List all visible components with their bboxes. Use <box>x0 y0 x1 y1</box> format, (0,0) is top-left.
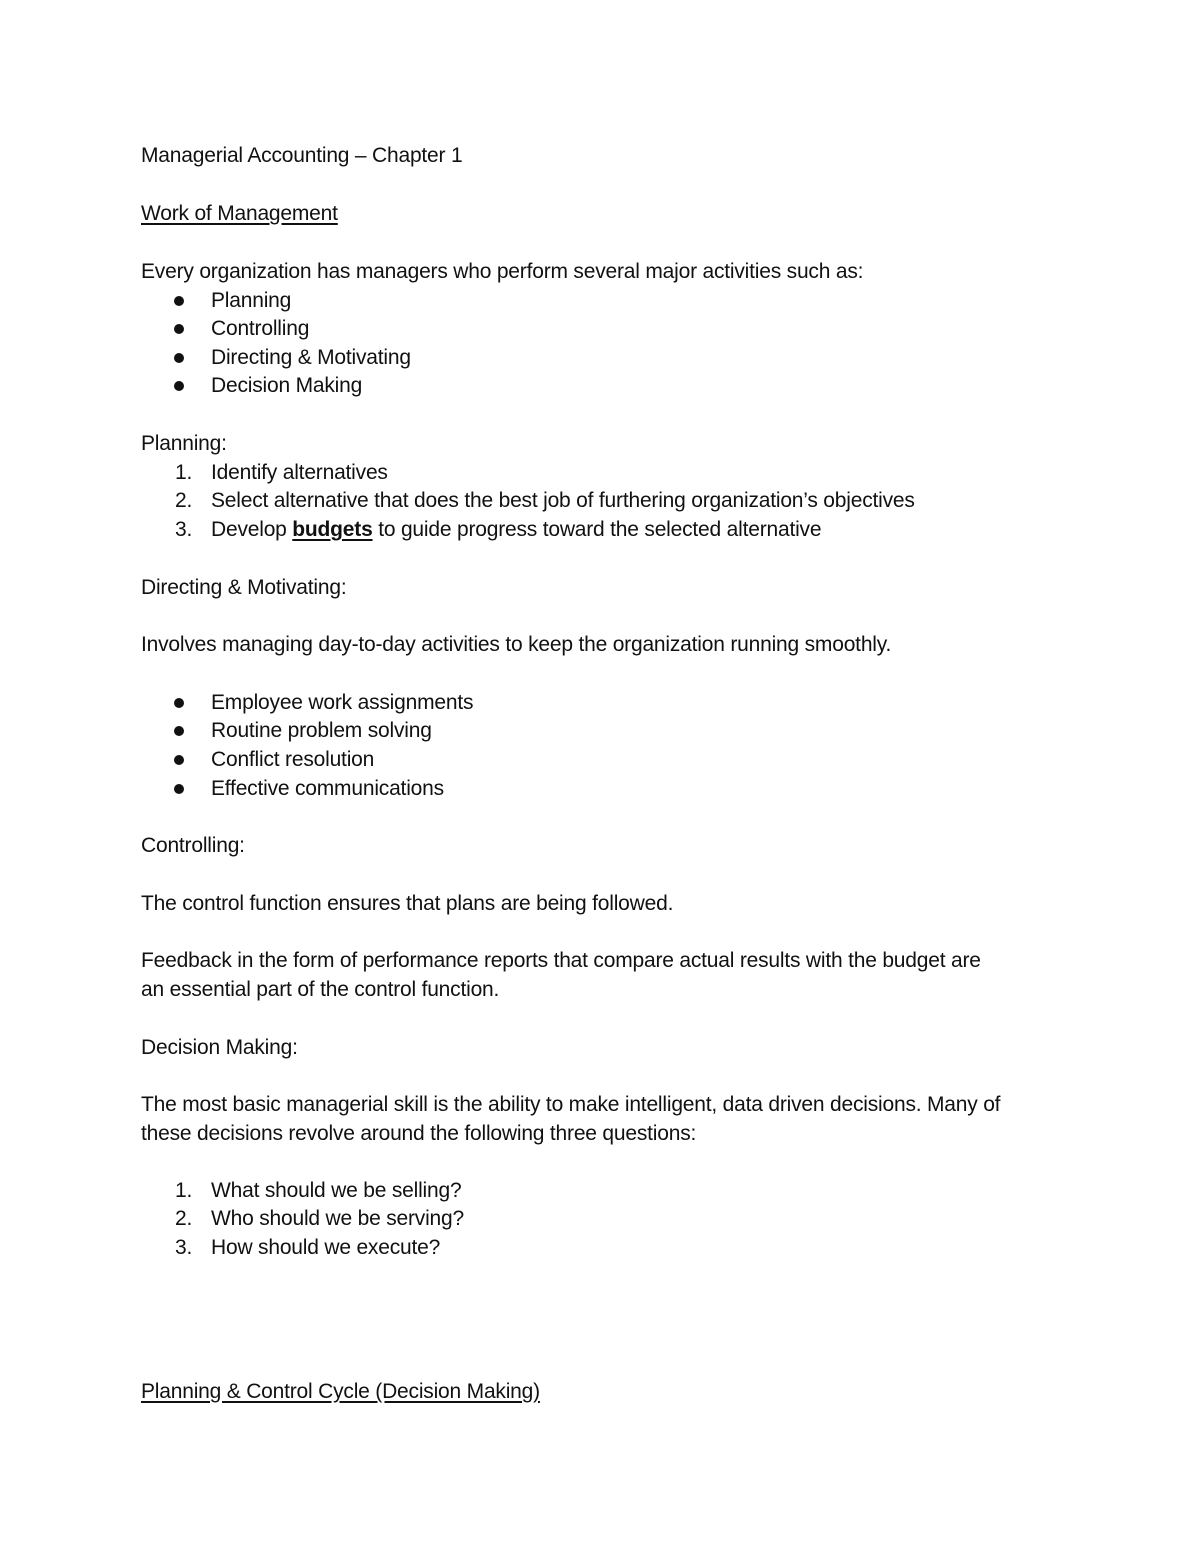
emphasis-budgets: budgets <box>292 518 373 541</box>
directing-description: Involves managing day-to-day activities to keep the organization running smoothly. <box>141 633 892 656</box>
decision-making-paragraph-line-1: The most basic managerial skill is the ability to make intelligent, data driven decisions. Many of <box>141 1093 1001 1116</box>
document-title: Managerial Accounting – Chapter 1 <box>141 144 463 167</box>
bullet-icon <box>174 784 184 794</box>
section-heading-controlling: Controlling: <box>141 834 245 857</box>
controlling-paragraph-2-line-2: an essential part of the control function. <box>141 978 500 1001</box>
bullet-icon <box>174 755 184 765</box>
bullet-icon <box>174 353 184 363</box>
section-heading-planning-control-cycle: Planning & Control Cycle (Decision Making) <box>141 1380 540 1403</box>
bullet-icon <box>174 324 184 334</box>
section-heading-planning: Planning: <box>141 432 227 455</box>
bullet-icon <box>174 698 184 708</box>
document-page: Managerial Accounting – Chapter 1 Work of Management Every organization has managers who perform several major activities such as: Planning Controlling Directing & Motivating Decision Making Planning: 1. Identify alternatives 2. Select alternative that does the best job of furthering organization’s objectives 3. Develop budgets to guide progress toward the selected alternative Directing & Motivating: Involves managing day-to-day activities to keep the organization running smoothly. Employee work assignments Routine problem solving Conflict resolution Effective communications Controlling: The control function ensures that plans are being followed. Feedback in the form of performance reports that compare actual results with the budget are an essential part of the control function. Decision Making: The most basic managerial skill is the ability to make intelligent, data driven decisions. Many of these decisions revolve around the following three questions: 1. What should we be selling? 2. Who should we be serving? 3. How should we execute? Planning & Control Cycle (Decision Making) <box>0 0 1200 1553</box>
section-heading-decision-making: Decision Making: <box>141 1036 298 1059</box>
section-heading-work-of-management: Work of Management <box>141 202 338 225</box>
section-heading-directing: Directing & Motivating: <box>141 576 347 599</box>
controlling-paragraph-2-line-1: Feedback in the form of performance reports that compare actual results with the budget are <box>141 949 981 972</box>
bullet-icon <box>174 726 184 736</box>
bullet-icon <box>174 296 184 306</box>
bullet-icon <box>174 381 184 391</box>
work-of-management-intro: Every organization has managers who perform several major activities such as: <box>141 260 864 283</box>
decision-making-paragraph-line-2: these decisions revolve around the following three questions: <box>141 1122 697 1145</box>
controlling-paragraph-1: The control function ensures that plans are being followed. <box>141 892 674 915</box>
